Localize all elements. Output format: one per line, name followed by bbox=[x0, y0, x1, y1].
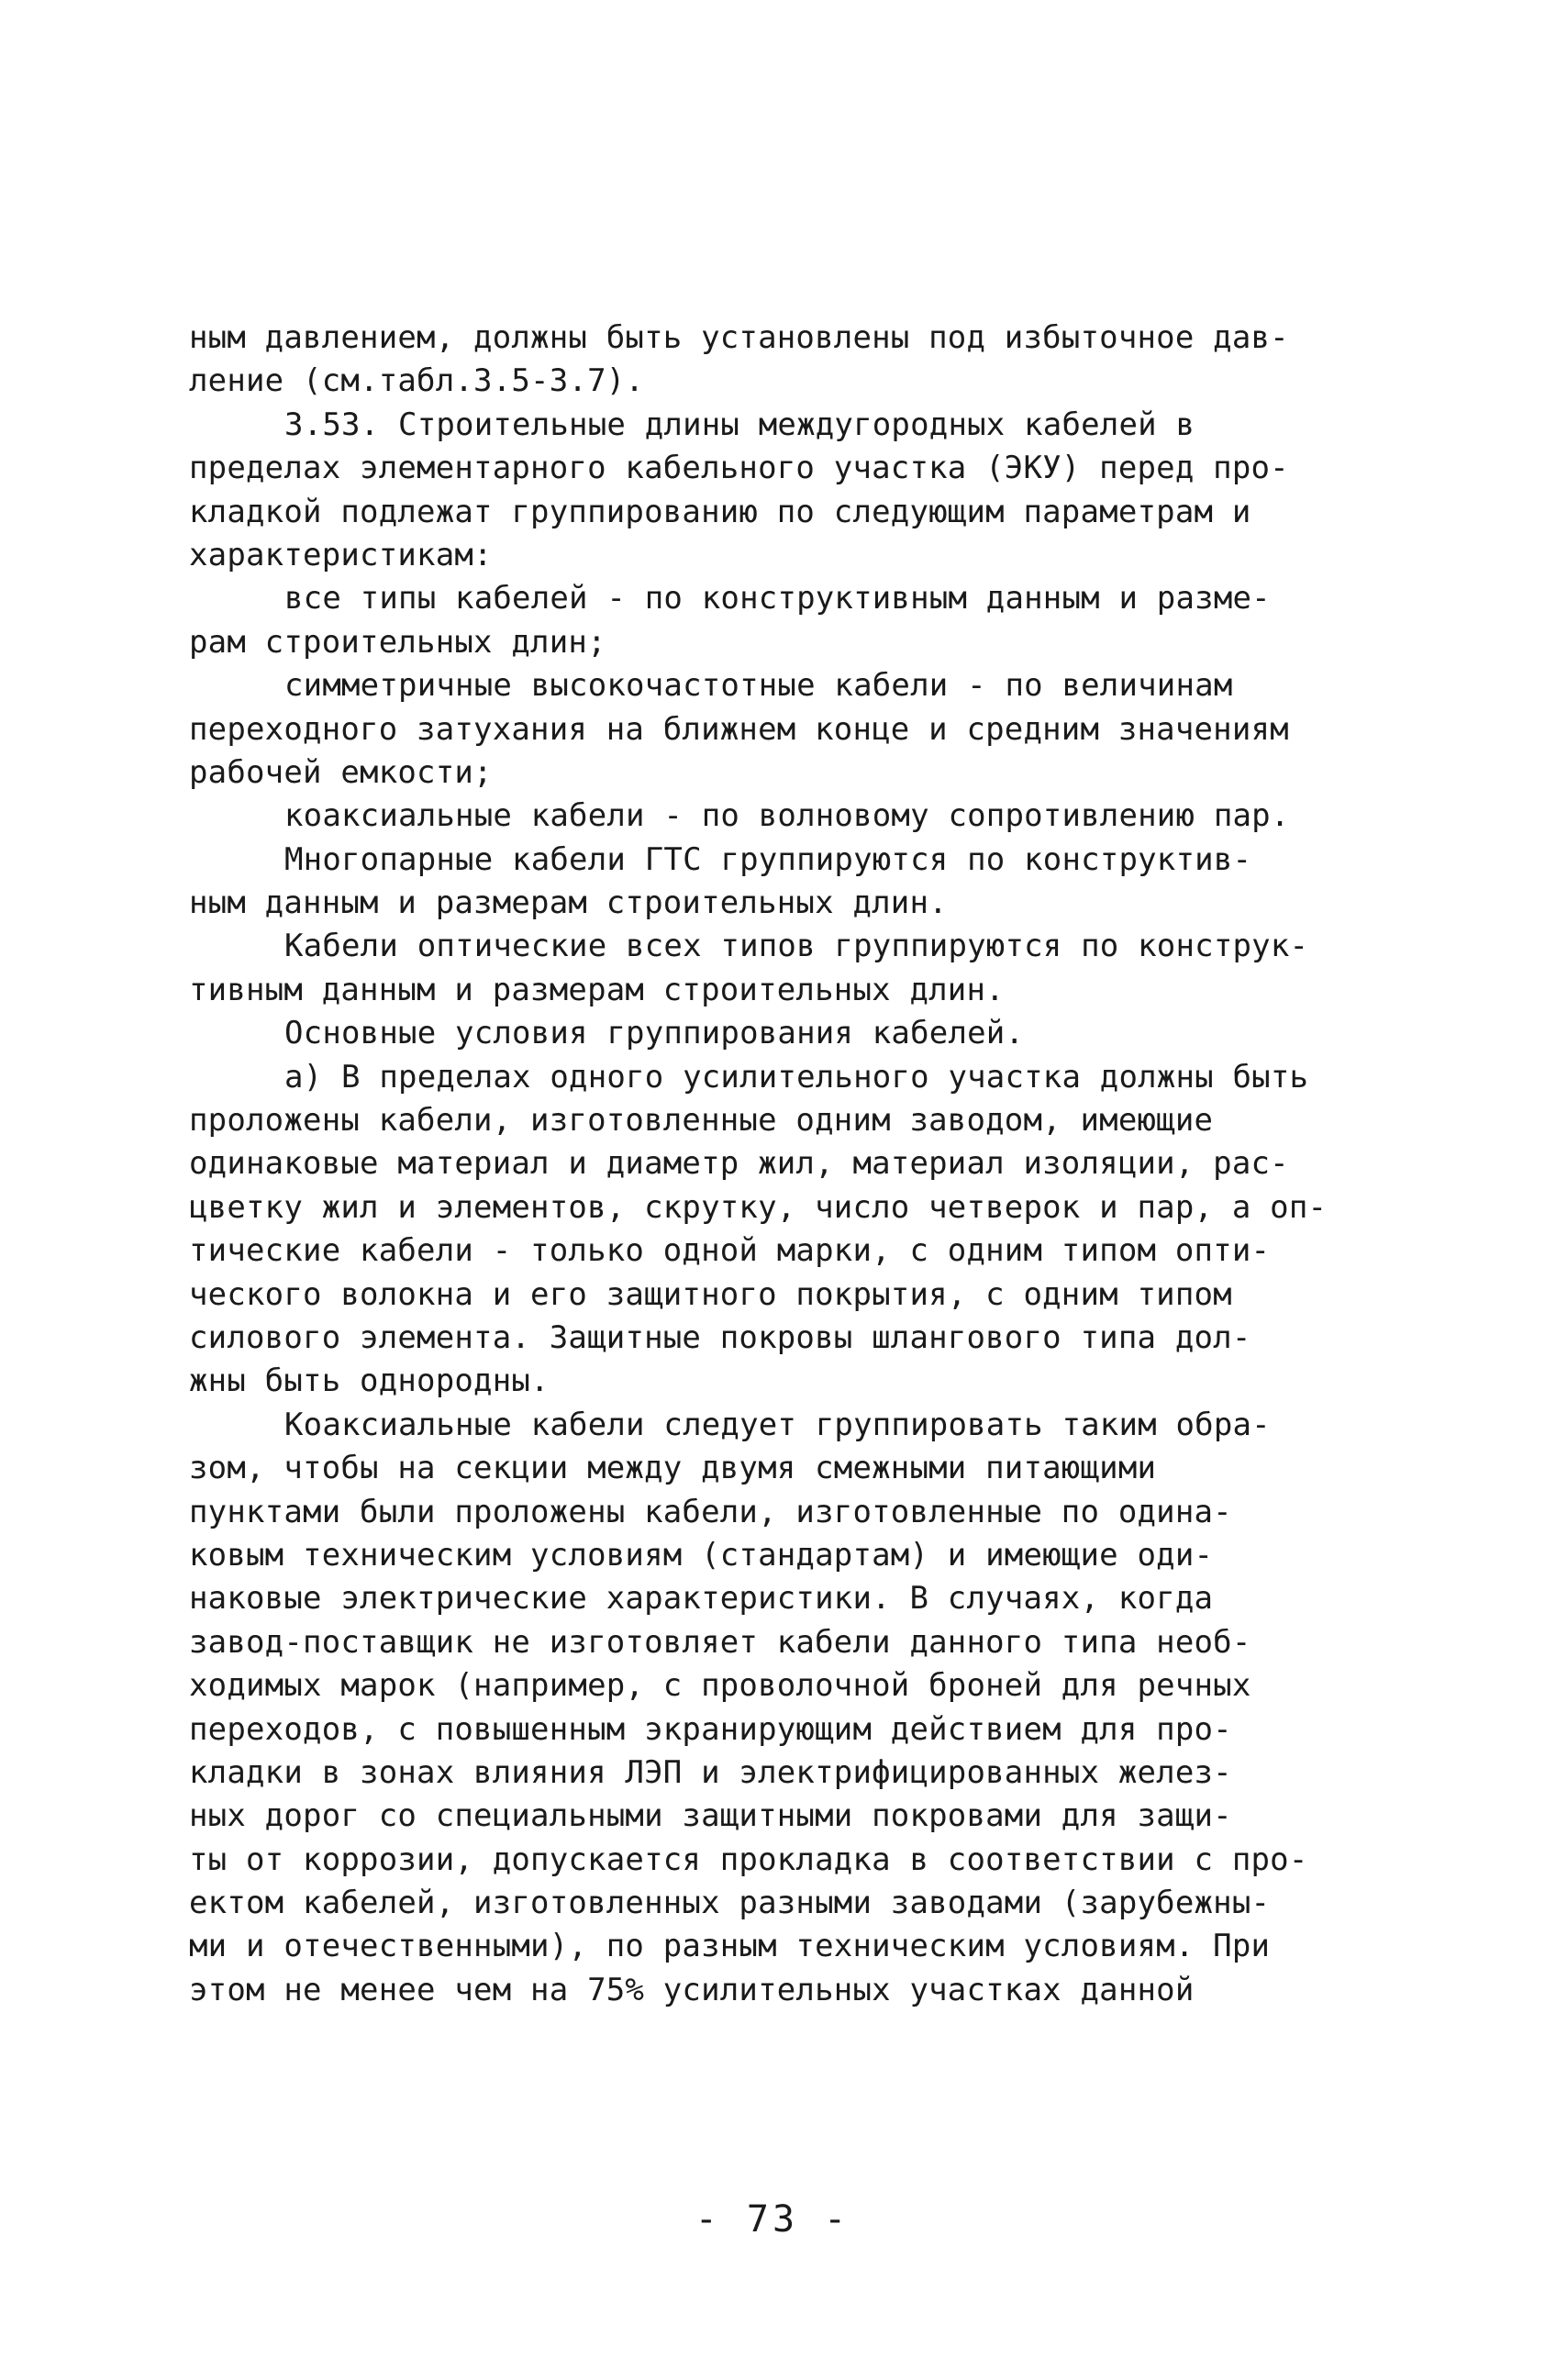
text-line: кладки в зонах влияния ЛЭП и электрифицированных желез- bbox=[189, 1753, 1232, 1791]
text-line: ты от коррозии, допускается прокладка в соответствии с про- bbox=[189, 1841, 1308, 1878]
text-line: ходимых марок (например, с проволочной броней для речных bbox=[189, 1667, 1251, 1705]
text-line: а) В пределах одного усилительного участка должны быть bbox=[284, 1058, 1309, 1095]
text-line: ление (см.табл.3.5-3.7). bbox=[189, 362, 645, 400]
page-number: - 73 - bbox=[695, 2198, 850, 2241]
text-line: характеристикам: bbox=[189, 536, 493, 573]
text-line: пределах элементарного кабельного участка (ЭКУ) перед про- bbox=[189, 450, 1289, 487]
text-line: ных дорог со специальными защитными покровами для защи- bbox=[189, 1797, 1232, 1835]
text-line: Основные условия группирования кабелей. bbox=[284, 1015, 1025, 1052]
text-line: наковые электрические характеристики. В случаях, когда bbox=[189, 1580, 1214, 1618]
text-line: завод-поставщик не изготовляет кабели данного типа необ- bbox=[189, 1623, 1251, 1661]
text-line: Коаксиальные кабели следует группировать таким обра- bbox=[284, 1406, 1271, 1443]
body-text bbox=[189, 317, 1400, 2012]
text-line: тивным данным и размерам строительных длин. bbox=[189, 971, 1005, 1008]
text-line: этом не менее чем на 75% усилительных участках данной bbox=[189, 1971, 1195, 2008]
text-line: жны быть однородны. bbox=[189, 1362, 550, 1400]
text-line: коаксиальные кабели - по волновому сопротивлению пар. bbox=[284, 797, 1290, 835]
text-line: кладкой подлежат группированию по следующим параметрам и bbox=[189, 493, 1251, 530]
text-line: зом, чтобы на секции между двумя смежными питающими bbox=[189, 1450, 1157, 1487]
text-line: симметричные высокочастотные кабели - по величинам bbox=[284, 667, 1233, 705]
text-line: Кабели оптические всех типов группируются по конструк- bbox=[284, 928, 1309, 965]
text-line: цветку жил и элементов, скрутку, число четверок и пар, а оп- bbox=[189, 1188, 1328, 1226]
text-line: силового элемента. Защитные покровы шлангового типа дол- bbox=[189, 1318, 1251, 1356]
text-line: ным данным и размерам строительных длин. bbox=[189, 884, 948, 922]
text-line: переходного затухания на ближнем конце и средним значениям bbox=[189, 710, 1289, 748]
text-line: переходов, с повышенным экранирующим действием для про- bbox=[189, 1710, 1232, 1748]
text-line: ковым техническим условиям (стандартам) и имеющие оди- bbox=[189, 1536, 1214, 1574]
text-line: все типы кабелей - по конструктивным данным и разме- bbox=[284, 580, 1271, 617]
text-line: рабочей емкости; bbox=[189, 753, 493, 791]
text-line: 3.53. Строительные длины междугородных кабелей в bbox=[284, 406, 1195, 443]
text-line: рам строительных длин; bbox=[189, 623, 606, 661]
text-line: тические кабели - только одной марки, с одним типом опти- bbox=[189, 1232, 1271, 1270]
text-line: ми и отечественными), по разным техническим условиям. При bbox=[189, 1928, 1271, 1965]
text-line: ным давлением, должны быть установлены под избыточное дав- bbox=[189, 319, 1289, 356]
text-line: одинаковые материал и диаметр жил, материал изоляции, рас- bbox=[189, 1145, 1289, 1183]
text-line: пунктами были проложены кабели, изготовленные по одина- bbox=[189, 1493, 1232, 1530]
text-line: проложены кабели, изготовленные одним заводом, имеющие bbox=[189, 1102, 1214, 1140]
text-line: Многопарные кабели ГТС группируются по конструктив- bbox=[284, 840, 1252, 878]
text-line: ектом кабелей, изготовленных разными заводами (зарубежны- bbox=[189, 1885, 1271, 1922]
text-line: ческого волокна и его защитного покрытия, с одним типом bbox=[189, 1275, 1232, 1313]
